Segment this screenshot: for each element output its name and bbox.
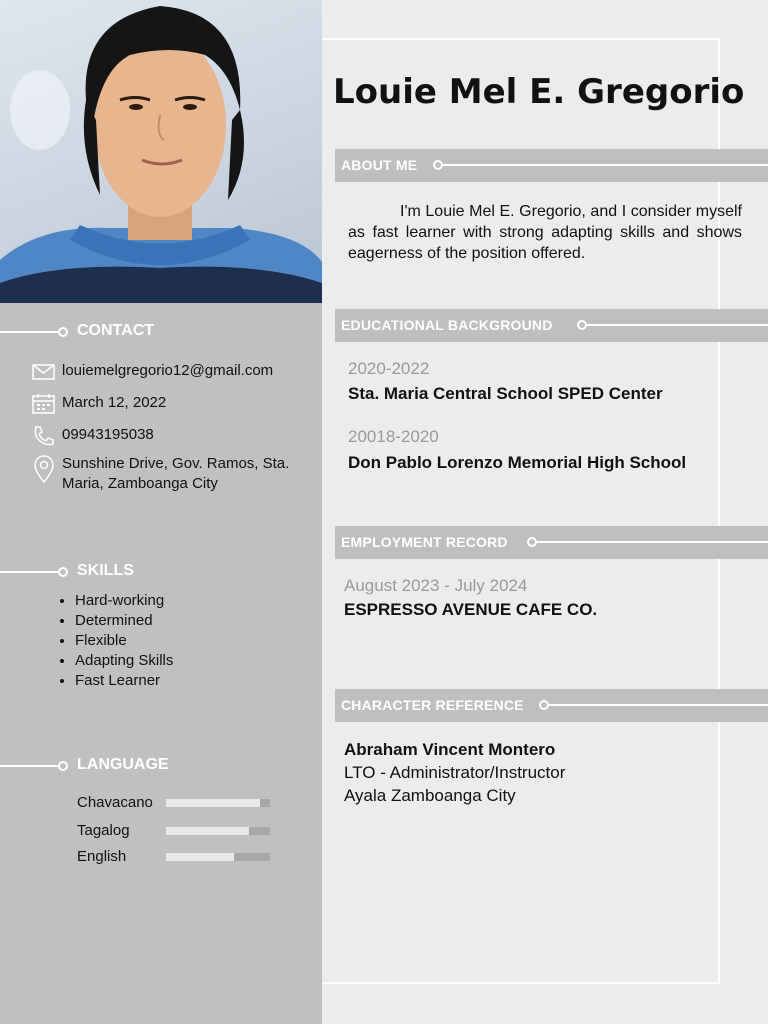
contact-heading: CONTACT xyxy=(77,322,155,339)
phone-text: 09943195038 xyxy=(62,426,154,443)
language-heading: LANGUAGE xyxy=(77,756,169,773)
skill-item: • Determined xyxy=(75,611,173,631)
reference-name: Abraham Vincent Montero xyxy=(344,740,556,759)
contact-address xyxy=(32,454,312,494)
skill-item: • Adapting Skills xyxy=(75,651,173,671)
education-header-bar xyxy=(335,309,768,342)
profile-photo xyxy=(0,0,322,303)
employment-header-bar xyxy=(335,526,768,559)
about-header-bar xyxy=(335,149,768,182)
date-text: March 12, 2022 xyxy=(62,394,167,411)
language-row xyxy=(77,794,277,814)
reference-position: LTO - Administrator/Instructor xyxy=(344,763,566,782)
language-row xyxy=(77,822,277,842)
skill-item: • Fast Learner xyxy=(75,671,173,691)
envelope-icon xyxy=(32,361,56,383)
language-level-bar xyxy=(166,799,270,807)
education-years: 20018-2020 xyxy=(348,427,439,446)
header-dot xyxy=(58,761,68,771)
email-text: louiemelgregorio12@gmail.com xyxy=(62,362,274,379)
header-line xyxy=(0,765,58,767)
language-name: Tagalog xyxy=(77,822,130,839)
education-school: Don Pablo Lorenzo Memorial High School xyxy=(348,453,687,472)
header-line xyxy=(586,324,768,326)
skills-heading: SKILLS xyxy=(77,562,134,579)
language-row xyxy=(77,848,277,868)
contact-phone xyxy=(32,425,154,447)
contact-date xyxy=(32,393,166,415)
education-heading: EDUCATIONAL BACKGROUND xyxy=(341,317,553,333)
language-level-fill xyxy=(166,799,260,807)
language-level-bar xyxy=(166,853,270,861)
reference-address: Ayala Zamboanga City xyxy=(344,786,516,805)
education-school: Sta. Maria Central School SPED Center xyxy=(348,384,663,403)
header-line xyxy=(548,704,768,706)
employment-heading: EMPLOYMENT RECORD xyxy=(341,534,508,550)
header-line xyxy=(536,541,768,543)
header-dot xyxy=(58,567,68,577)
contact-email xyxy=(32,361,273,383)
resume-name: Louie Mel E. Gregorio xyxy=(333,72,745,112)
header-dot xyxy=(58,327,68,337)
address-text: Sunshine Drive, Gov. Ramos, Sta. Maria, Zamboanga City xyxy=(62,455,290,492)
reference-header-bar xyxy=(335,689,768,722)
header-line xyxy=(0,571,58,573)
phone-icon xyxy=(32,425,56,447)
about-text: I'm Louie Mel E. Gregorio, and I consider myself as fast learner with strong adapting skills and shows eagerness of the position offered. xyxy=(348,203,742,262)
about-heading: ABOUT ME xyxy=(341,157,418,173)
language-name: English xyxy=(77,848,127,865)
reference-heading: CHARACTER REFERENCE xyxy=(341,697,524,713)
reference-block xyxy=(344,738,565,807)
employment-company: ESPRESSO AVENUE CAFE CO. xyxy=(344,600,598,619)
location-pin-icon xyxy=(32,454,56,484)
header-line xyxy=(0,331,58,333)
skills-list xyxy=(55,591,173,691)
language-level-fill xyxy=(166,853,234,861)
language-level-bar xyxy=(166,827,270,835)
language-name: Chavacano xyxy=(77,794,153,811)
header-line xyxy=(442,164,768,166)
skill-item: • Hard-working xyxy=(75,591,173,611)
calendar-icon xyxy=(32,393,56,415)
employment-period: August 2023 - July 2024 xyxy=(344,576,528,595)
language-level-fill xyxy=(166,827,249,835)
skill-item: • Flexible xyxy=(75,631,173,651)
education-years: 2020-2022 xyxy=(348,359,430,378)
